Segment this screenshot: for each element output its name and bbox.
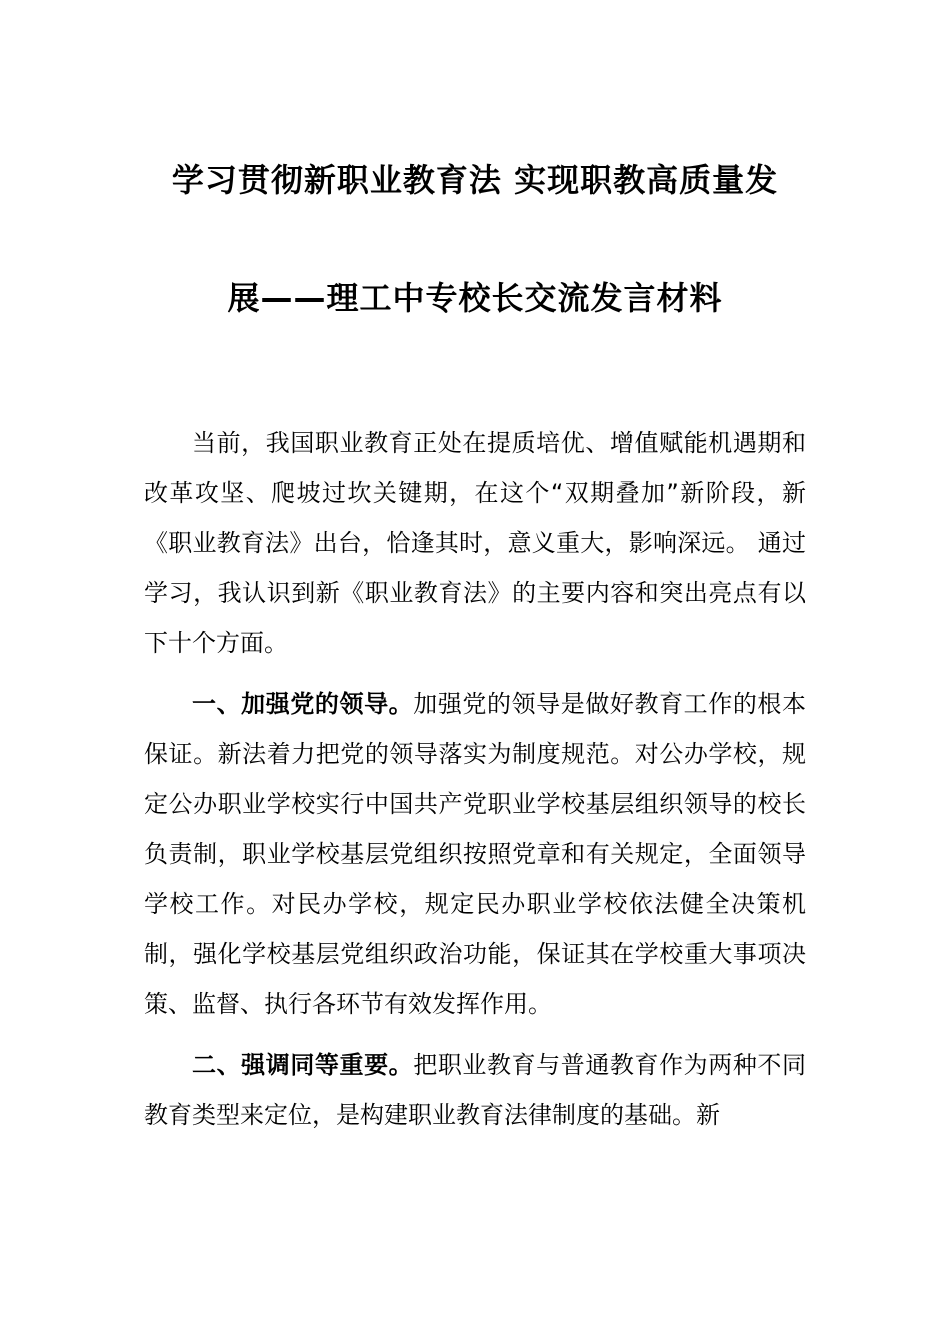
section-2-paragraph: [144, 1040, 806, 1140]
section-1-heading: 一、加强党的领导。: [192, 690, 414, 718]
document-title-line-1: 学习贯彻新职业教育法 实现职教高质量发: [171, 161, 779, 199]
section-1-paragraph: [144, 679, 806, 1029]
document-body: [144, 418, 806, 1140]
document-title-line-2: 展——理工中专校长交流发言材料: [227, 279, 723, 317]
section-2-heading: 二、强调同等重要。: [192, 1051, 414, 1079]
intro-paragraph: [144, 418, 806, 668]
paragraph-text: 加强党的领导是做好教育工作的根本保证。新法着力把党的领导落实为制度规范。对公办学校，规定公办职业学校实行中国共产党职业学校基层组织领导的校长负责制，职业学校基层党组织按照党章和有关规定，全面领导学校工作。对民办学校，规定民办职业学校依法健全决策机制，强化学校基层党组织政治功能，保证其在学校重大事项决策、监督、执行各环节有效发挥作用。: [144, 690, 806, 1018]
paragraph-text: 把职业教育与普通教育作为两种不同教育类型来定位，是构建职业教育法律制度的基础。新: [144, 1051, 806, 1129]
paragraph-text: 当前，我国职业教育正处在提质培优、增值赋能机遇期和改革攻坚、爬坡过坎关键期，在这个“双期叠加”新阶段，新《职业教育法》出台，恰逢其时，意义重大，影响深远。 通过学习，我认识到新《职业教育法》的主要内容和突出亮点有以下十个方面。: [144, 429, 806, 657]
